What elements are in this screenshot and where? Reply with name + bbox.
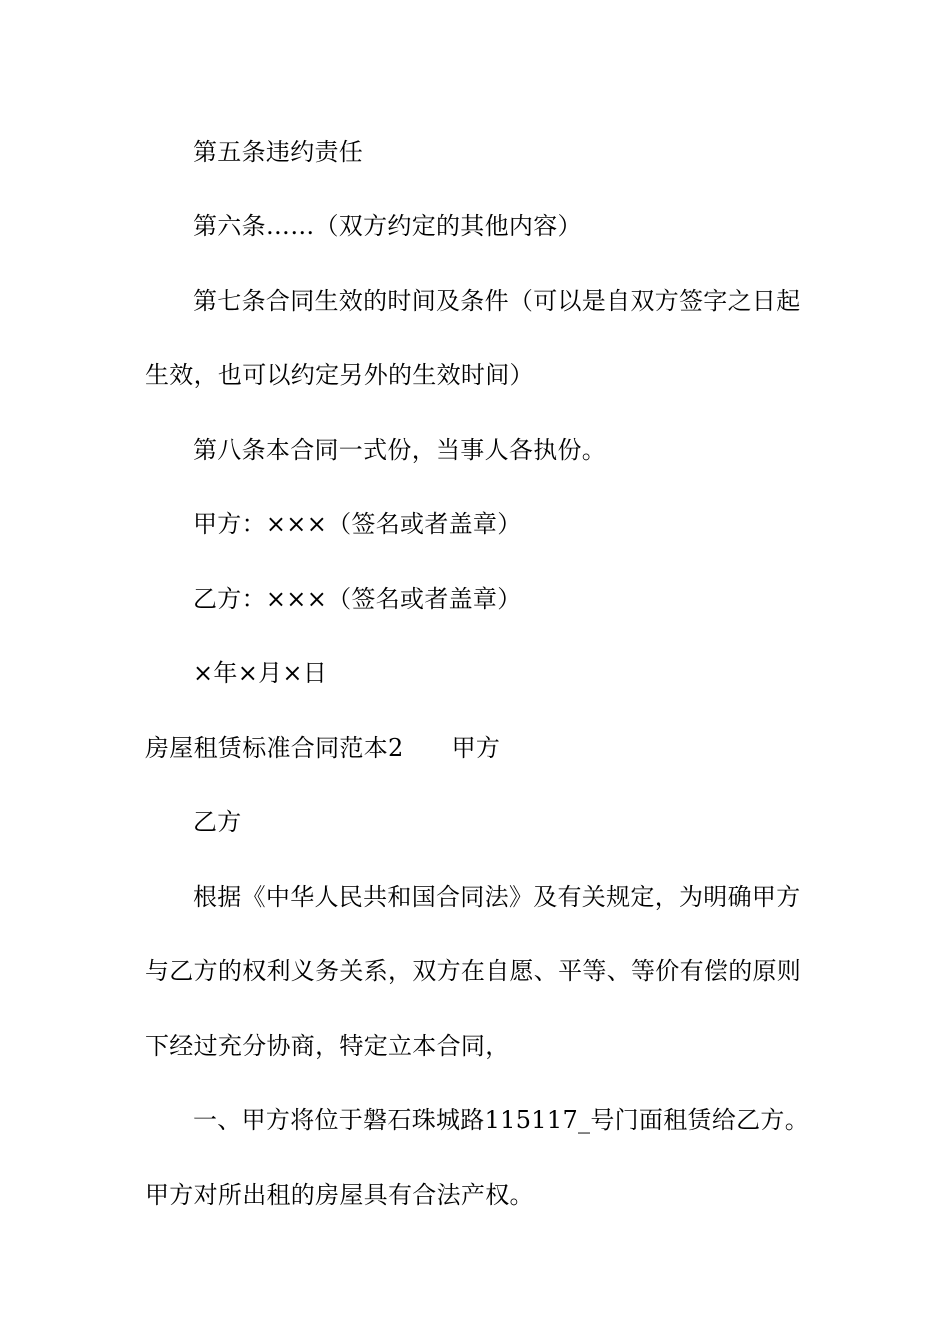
clause-5-breach: 第五条违约责任 xyxy=(193,138,364,166)
party-b-signature: 乙方：×××（签名或者盖章） xyxy=(193,585,522,613)
party-a-label: 甲方 xyxy=(451,734,501,762)
article-1-line-1: 一、甲方将位于磐石珠城路115117_号门面租赁给乙方。 xyxy=(193,1106,810,1134)
party-a-signature: 甲方：×××（签名或者盖章） xyxy=(193,510,522,538)
article-1-line-2: 甲方对所出租的房屋具有合法产权。 xyxy=(145,1181,534,1209)
clause-7-effective: 第七条合同生效的时间及条件（可以是自双方签字之日起 xyxy=(193,287,801,315)
contract-title: 房屋租赁标准合同范本2 xyxy=(145,734,404,762)
clause-7-effective-cont: 生效，也可以约定另外的生效时间） xyxy=(145,361,534,389)
clause-6-other: 第六条……（双方约定的其他内容） xyxy=(193,212,582,240)
preamble-line-3: 下经过充分协商，特定立本合同， xyxy=(145,1032,510,1060)
party-b-label: 乙方 xyxy=(193,808,242,836)
contract-title-line xyxy=(145,728,810,768)
preamble-line-2: 与乙方的权利义务关系，双方在自愿、平等、等价有偿的原则 xyxy=(145,957,802,985)
clause-8-copies: 第八条本合同一式份，当事人各执份。 xyxy=(193,436,607,464)
signing-date: ×年×月×日 xyxy=(193,659,328,687)
preamble-line-1: 根据《中华人民共和国合同法》及有关规定，为明确甲方 xyxy=(193,883,801,911)
